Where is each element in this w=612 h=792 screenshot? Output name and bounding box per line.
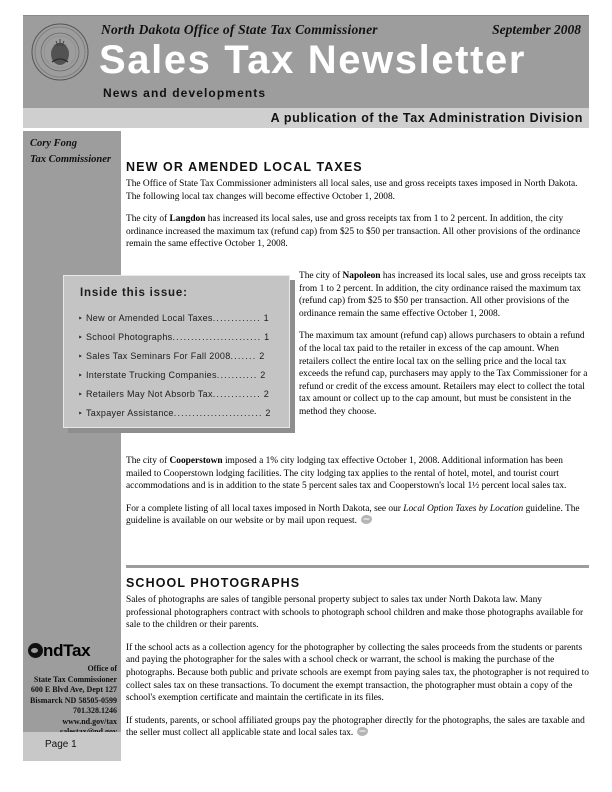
direct-pay-text: If students, parents, or school affiliated groups pay the photographer directly for the photographs, the sales are taxable and the seller must collect all applicable state and local sales tax. — [126, 715, 585, 739]
page-number-footer — [23, 732, 121, 761]
main-content-middle — [126, 455, 589, 538]
city-name-cooperstown: Cooperstown — [169, 456, 223, 466]
toc-item[interactable] — [78, 385, 278, 404]
bullet-icon: ‣ — [78, 314, 84, 323]
guideline-pre: For a complete listing of all local taxes imposed in North Dakota, see our — [126, 503, 404, 514]
toc-dots: ........... — [216, 370, 258, 380]
bullet-icon: ‣ — [78, 333, 84, 342]
ndtax-logo — [27, 641, 119, 661]
toc-item[interactable] — [78, 366, 278, 385]
paragraph-school-collection-agency: If the school acts as a collection agency for the photographer by collecting the sales proceeds from the students or parents and paying the photographer for the sales with a school check or warrant, the school is making the purchase of the photographs. Because both public and private schools are exempt from paying sales tax, the photographer is not required to collect sales tax on these transactions. To document the exempt transaction, the photographer must obtain a copy of the school's exemption certificate and maintain the certificate in its files. — [126, 642, 589, 704]
inside-this-issue-title: Inside this issue: — [80, 287, 188, 299]
toc-dots: ........................ — [173, 408, 263, 418]
toc-item-label: New or Amended Local Taxes — [86, 313, 213, 323]
paragraph-school-direct-pay — [126, 715, 589, 740]
issue-date: September 2008 — [492, 22, 581, 37]
guideline-title: Local Option Taxes by Location — [403, 503, 524, 514]
city-name-langdon: Langdon — [169, 214, 206, 225]
bullet-icon: ‣ — [78, 409, 84, 418]
paragraph-refund-cap: The maximum tax amount (refund cap) allows purchasers to obtain a refund of the local tax paid to the retailer in excess of the cap amount. When retailers collect the entire local tax on the selling price and the local tax exceeds the refund cap, purchasers may apply to the Tax Commissioner for a refund or credit of the excess amount. Retailers may elect to collect the total tax amount or collect up to the cap amount, but must be consistent in the method they choose. — [299, 331, 588, 417]
main-content-school-photographs — [126, 576, 589, 750]
end-of-article-icon — [357, 727, 368, 736]
toc-item-page: 1 — [263, 313, 269, 323]
paragraph-cooperstown — [126, 455, 589, 493]
paragraph-guideline-reference — [126, 503, 589, 528]
toc-dots: ....... — [230, 351, 257, 361]
toc-item-page: 1 — [264, 332, 270, 342]
bullet-icon: ‣ — [78, 390, 84, 399]
publication-line: A publication of the Tax Administration Division — [270, 111, 583, 125]
main-content-top — [126, 160, 589, 261]
end-of-article-icon — [361, 515, 372, 524]
commissioner-title: Tax Commissioner — [30, 154, 112, 165]
toc-item-label: Sales Tax Seminars For Fall 2008 — [86, 351, 231, 361]
page-number-label: Page 1 — [45, 739, 77, 750]
section-heading-school-photographs: SCHOOL PHOTOGRAPHS — [126, 576, 301, 590]
right-column — [299, 270, 589, 429]
commissioner-block — [30, 136, 120, 168]
toc-item-label: Retailers May Not Absorb Tax — [86, 389, 213, 399]
napoleon-post: has increased its local sales, use and gross receipts tax from 1 to 2 percent. In addition, the city ordinance raised the maximum tax (refund cap) from $25 to $50 per transaction. All other provisions of the ordinance remain the same effective October 1, 2008. — [299, 271, 586, 319]
phone-number: 701.328.1246 — [73, 706, 117, 715]
langdon-post: has increased its local sales, use and gross receipts tax from 1 to 2 percent. In addition, the city ordinance increased the maximum tax (refund cap) from $25 to $50 per transaction. All other provisions of the ordinance remain the same effective October 1, 2008. — [126, 214, 581, 250]
state-seal-icon — [30, 22, 90, 82]
newsletter-subtitle: News and developments — [103, 86, 267, 100]
langdon-pre: The city of — [126, 214, 170, 225]
toc-item-page: 2 — [259, 351, 265, 361]
toc-item[interactable] — [78, 347, 278, 366]
toc-item[interactable] — [78, 328, 278, 347]
left-sidebar — [23, 131, 121, 761]
toc-item-page: 2 — [260, 370, 266, 380]
inside-this-issue-list — [78, 309, 278, 423]
newsletter-title: Sales Tax Newsletter — [99, 38, 527, 82]
toc-item-label: Interstate Trucking Companies — [86, 370, 217, 380]
bullet-icon: ‣ — [78, 352, 84, 361]
masthead-banner — [23, 15, 589, 109]
cooperstown-post: imposed a 1% city lodging tax effective October 1, 2008. Additional information has been mailed to Cooperstown lodging facilities. The city lodging tax applies to the rental of hotel, motel, and tourist court accommodations and is in addition to the state 5 percent sales tax and Cooperstown's local 1½ percent local sales tax. — [126, 456, 567, 492]
toc-item-label: School Photographs — [86, 332, 173, 342]
address-line: 600 E Blvd Ave, Dept 127 — [30, 685, 117, 694]
city-name-napoleon: Napoleon — [342, 271, 381, 281]
toc-item-page: 2 — [263, 389, 270, 399]
toc-item[interactable] — [78, 309, 278, 328]
paragraph-napoleon — [299, 270, 589, 320]
website-link[interactable]: www.nd.gov/tax — [62, 716, 117, 726]
toc-dots: ............. — [212, 389, 261, 399]
paragraph-langdon — [126, 213, 589, 251]
section-divider — [126, 565, 589, 568]
address-line: State Tax Commissioner — [33, 674, 117, 684]
logo-eye-icon — [28, 643, 43, 658]
address-line: Bismarck ND 58505-0599 — [30, 695, 117, 705]
toc-dots: ............. — [212, 313, 261, 323]
address-line: Office of — [87, 664, 117, 673]
section-heading-local-taxes: NEW OR AMENDED LOCAL TAXES — [126, 160, 363, 174]
toc-item-label: Taxpayer Assistance — [86, 408, 174, 418]
office-line: North Dakota Office of State Tax Commissioner — [101, 22, 378, 37]
ndtax-logo-text: ndTax — [43, 641, 91, 660]
paragraph-school-intro: Sales of photographs are sales of tangible personal property subject to sales tax under North Dakota law. Many professional photographers contract with schools to photograph school children and make those photographs available for sale to the children or their parents. — [126, 595, 584, 631]
toc-dots: ........................ — [172, 332, 262, 342]
commissioner-name: Cory Fong — [30, 138, 77, 149]
toc-item-page: 2 — [265, 408, 271, 418]
bullet-icon: ‣ — [78, 371, 84, 380]
paragraph-local-taxes-intro: The Office of State Tax Commissioner administers all local sales, use and gross receipts taxes imposed in North Dakota. The following local tax changes will become effective October 1, 2008. — [126, 179, 578, 202]
inside-this-issue-box — [63, 275, 290, 428]
napoleon-pre: The city of — [299, 271, 343, 281]
toc-item[interactable] — [78, 404, 278, 423]
publication-bar — [23, 108, 589, 128]
cooperstown-pre: The city of — [126, 456, 170, 466]
guideline-post: guideline. The guideline is available on our website or by mail upon request. — [126, 503, 580, 527]
